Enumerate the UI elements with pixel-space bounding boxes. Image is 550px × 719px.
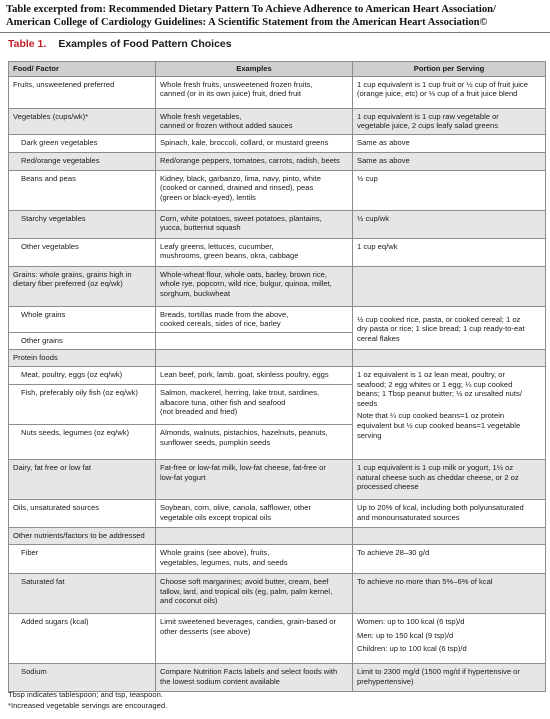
factor-cell: Oils, unsaturated sources: [9, 499, 156, 527]
table-row: [9, 544, 546, 573]
text-line: Choose soft margarines; avoid butter, cream, beef: [160, 576, 329, 586]
text-line: Whole fresh fruits, unsweetened frozen fruits,: [160, 79, 313, 89]
source-title-line: Table excerpted from: Recommended Dietary Pattern To Achieve Adherence to American Heart Association/: [6, 4, 496, 15]
portion-cell: To achieve no more than 5%–6% of kcal: [353, 573, 546, 613]
examples-cell: [156, 306, 353, 332]
text-line: Fat-free or low-fat milk, low-fat cheese, fat-free or: [160, 462, 326, 472]
table-row: [9, 573, 546, 613]
table-row: [9, 349, 546, 366]
food-pattern-table: [8, 61, 546, 692]
text-line: ½ cup cooked rice, pasta, or cooked cereal; 1 oz: [357, 314, 521, 324]
examples-cell: Red/orange peppers, tomatoes, carrots, radish, beets: [156, 152, 353, 170]
portion-cell: Same as above: [353, 134, 546, 152]
text-line: 1 cup equivalent is 1 cup milk or yogurt, 1½ oz: [357, 462, 514, 472]
examples-cell: [156, 332, 353, 349]
text-line: Up to 20% of kcal, including both polyunsaturated: [357, 502, 524, 512]
text-line: Salmon, mackerel, herring, lake trout, sardines,: [160, 387, 320, 397]
table-row: [9, 366, 546, 384]
portion-cell: [353, 306, 546, 349]
text-line: seafood; 2 egg whites or 1 egg; ¼ cup cooked: [357, 379, 513, 389]
examples-cell: Spinach, kale, broccoli, collard, or mustard greens: [156, 134, 353, 152]
text-line: 1 cup equivalent is 1 cup fruit or ½ cup of fruit juice: [357, 79, 528, 89]
text-line: Whole grains (see above), fruits,: [160, 547, 270, 557]
footnote: Tbsp indicates tablespoon; and tsp, teaspoon.: [8, 690, 163, 699]
portion-cell: [353, 499, 546, 527]
source-title: [6, 3, 544, 29]
examples-cell: [156, 573, 353, 613]
header-row: [9, 62, 546, 77]
table-row: [9, 527, 546, 544]
text-line: serving: [357, 430, 382, 440]
text-line: (green or black-eyed), lentils: [160, 192, 256, 202]
factor-cell: Beans and peas: [9, 170, 156, 210]
table-row: [9, 108, 546, 134]
text-line: tallow, lard, and tropical oils (eg, palm, palm kernel,: [160, 586, 333, 596]
table-caption: [8, 38, 232, 50]
table-footnotes: [8, 689, 167, 711]
portion-cell: [353, 366, 546, 459]
text-line: and monounsaturated sources: [357, 512, 460, 522]
source-title-line: American College of Cardiology Guidelines: A Scientific Statement from the American Heart Association©: [6, 17, 488, 28]
table-row: [9, 613, 546, 663]
portion-cell: [353, 349, 546, 366]
examples-cell: [156, 349, 353, 366]
text-line: vegetables, legumes, nuts, and seeds: [160, 557, 288, 567]
table-row: [9, 306, 546, 332]
table-row: [9, 210, 546, 238]
text-line: Men: up to 150 kcal (9 tsp)/d: [357, 630, 454, 640]
text-line: Compare Nutrition Facts labels and select foods with: [160, 666, 338, 676]
factor-cell: Meat, poultry, eggs (oz eq/wk): [9, 366, 156, 384]
factor-cell: Dark green vegetables: [9, 134, 156, 152]
text-line: (cooked or canned, drained and rinsed), peas: [160, 183, 314, 193]
divider: [0, 32, 550, 33]
text-line: other desserts (see above): [160, 626, 251, 636]
text-line: prehypertensive): [357, 676, 414, 686]
examples-cell: [156, 613, 353, 663]
factor-cell: Saturated fat: [9, 573, 156, 613]
text-line: yucca, butternut squash: [160, 223, 241, 233]
examples-cell: [156, 266, 353, 306]
table-row: [9, 134, 546, 152]
column-header-examples: Examples: [156, 62, 353, 77]
column-header-factor: Food/ Factor: [9, 62, 156, 77]
factor-cell: Fish, preferably oily fish (oz eq/wk): [9, 384, 156, 424]
factor-cell: Other grains: [9, 332, 156, 349]
factor-cell: Starchy vegetables: [9, 210, 156, 238]
text-line: Corn, white potatoes, sweet potatoes, plantains,: [160, 213, 322, 223]
text-line: Leafy greens, lettuces, cucumber,: [160, 241, 274, 251]
text-line: low-fat yogurt: [160, 472, 206, 482]
factor-cell: Fruits, unsweetened preferred: [9, 76, 156, 108]
factor-cell: Added sugars (kcal): [9, 613, 156, 663]
text-line: vegetable juice, 2 cups leafy salad greens: [357, 121, 498, 131]
portion-cell: ½ cup: [353, 170, 546, 210]
examples-cell: [156, 238, 353, 266]
examples-cell: Lean beef, pork, lamb. goat, skinless poultry, eggs: [156, 366, 353, 384]
text-line: mushrooms, green beans, okra, cabbage: [160, 251, 299, 261]
examples-cell: [156, 108, 353, 134]
text-line: sunflower seeds, pumpkin seeds: [160, 437, 271, 447]
text-line: natural cheese such as cheddar cheese, or 2 oz: [357, 472, 519, 482]
portion-cell: [353, 613, 546, 663]
text-line: (not breaded and fried): [160, 407, 238, 417]
text-line: and coconut oils): [160, 596, 218, 606]
text-line: 1 oz equivalent is 1 oz lean meat, poultry, or: [357, 369, 506, 379]
text-line: Limit to 2300 mg/d (1500 mg/d if hypertensive or: [357, 666, 520, 676]
text-line: canned (or in its own juice) fruit, dried fruit: [160, 89, 301, 99]
text-line: Whole fresh vegetables,: [160, 111, 242, 121]
examples-cell: [156, 527, 353, 544]
text-line: Almonds, walnuts, pistachios, hazelnuts, peanuts,: [160, 427, 328, 437]
text-line: processed cheese: [357, 482, 419, 492]
examples-cell: [156, 424, 353, 459]
text-line: 1 cup equivalent is 1 cup raw vegetable or: [357, 111, 499, 121]
text-line: Kidney, black, garbanzo, lima, navy, pinto, white: [160, 173, 321, 183]
examples-cell: [156, 170, 353, 210]
table-row: [9, 238, 546, 266]
footnote: *Increased vegetable servings are encouraged.: [8, 701, 168, 710]
examples-cell: [156, 544, 353, 573]
examples-cell: [156, 663, 353, 691]
text-line: vegetable oils except tropical oils: [160, 512, 272, 522]
examples-cell: [156, 459, 353, 499]
factor-cell: Nuts seeds, legumes (oz eq/wk): [9, 424, 156, 459]
table-row: [9, 663, 546, 691]
factor-cell: Dairy, fat free or low fat: [9, 459, 156, 499]
text-line: Note that ¼ cup cooked beans=1 oz protein: [357, 411, 505, 421]
factor-cell: Other nutrients/factors to be addressed: [9, 527, 156, 544]
portion-cell: [353, 527, 546, 544]
factor-cell: Other vegetables: [9, 238, 156, 266]
table-row: [9, 76, 546, 108]
examples-cell: [156, 210, 353, 238]
factor-cell: Protein foods: [9, 349, 156, 366]
factor-cell: Sodium: [9, 663, 156, 691]
portion-cell: [353, 663, 546, 691]
portion-cell: [353, 459, 546, 499]
text-line: Children: up to 100 kcal (6 tsp)/d: [357, 644, 467, 654]
text-line: albacore tuna, other fish and seafood: [160, 397, 286, 407]
portion-cell: [353, 76, 546, 108]
portion-cell: ½ cup/wk: [353, 210, 546, 238]
text-line: Breads, tortillas made from the above,: [160, 309, 289, 319]
factor-cell: Whole grains: [9, 306, 156, 332]
table-title: Examples of Food Pattern Choices: [58, 38, 232, 50]
text-line: the lowest sodium content available: [160, 676, 280, 686]
portion-cell: Same as above: [353, 152, 546, 170]
examples-cell: [156, 76, 353, 108]
table-row: [9, 459, 546, 499]
text-line: whole rye, popcorn, wild rice, bulgur, quinoa, millet,: [160, 279, 332, 289]
table-row: [9, 152, 546, 170]
factor-cell: Red/orange vegetables: [9, 152, 156, 170]
text-line: Grains: whole grains, grains high in: [13, 269, 132, 279]
factor-cell: Fiber: [9, 544, 156, 573]
portion-cell: 1 cup eq/wk: [353, 238, 546, 266]
portion-cell: [353, 266, 546, 306]
text-line: canned or frozen without added sauces: [160, 121, 293, 131]
table-number: Table 1.: [8, 38, 47, 50]
factor-cell: [9, 266, 156, 306]
column-header-portion: Portion per Serving: [353, 62, 546, 77]
text-line: dry pasta or rice; 1 slice bread; 1 cup ready-to-eat: [357, 324, 525, 334]
text-line: cereal flakes: [357, 333, 400, 343]
text-line: cooked cereals, sides of rice, barley: [160, 319, 281, 329]
text-line: dietary fiber preferred (oz eq/wk): [13, 279, 123, 289]
portion-cell: [353, 108, 546, 134]
examples-cell: [156, 499, 353, 527]
text-line: Women: up to 100 kcal (6 tsp)/d: [357, 616, 465, 626]
table-row: [9, 170, 546, 210]
text-line: Soybean, corn, olive, canola, safflower, other: [160, 502, 311, 512]
text-line: seeds: [357, 398, 378, 408]
text-line: Whole-wheat flour, whole oats, barley, brown rice,: [160, 269, 327, 279]
table-row: [9, 499, 546, 527]
text-line: (orange juice, etc) or ⅓ cup of a fruit juice blend: [357, 89, 518, 99]
portion-cell: To achieve 28–30 g/d: [353, 544, 546, 573]
text-line: sorghum, buckwheat: [160, 288, 231, 298]
text-line: beans; 1 Tbsp peanut butter; ½ oz unsalted nuts/: [357, 389, 522, 399]
examples-cell: [156, 384, 353, 424]
table-row: [9, 266, 546, 306]
factor-cell: Vegetables (cups/wk)*: [9, 108, 156, 134]
text-line: Limit sweetened beverages, candies, grain-based or: [160, 616, 337, 626]
text-line: equivalent but ½ cup cooked beans=1 vegetable: [357, 420, 521, 430]
